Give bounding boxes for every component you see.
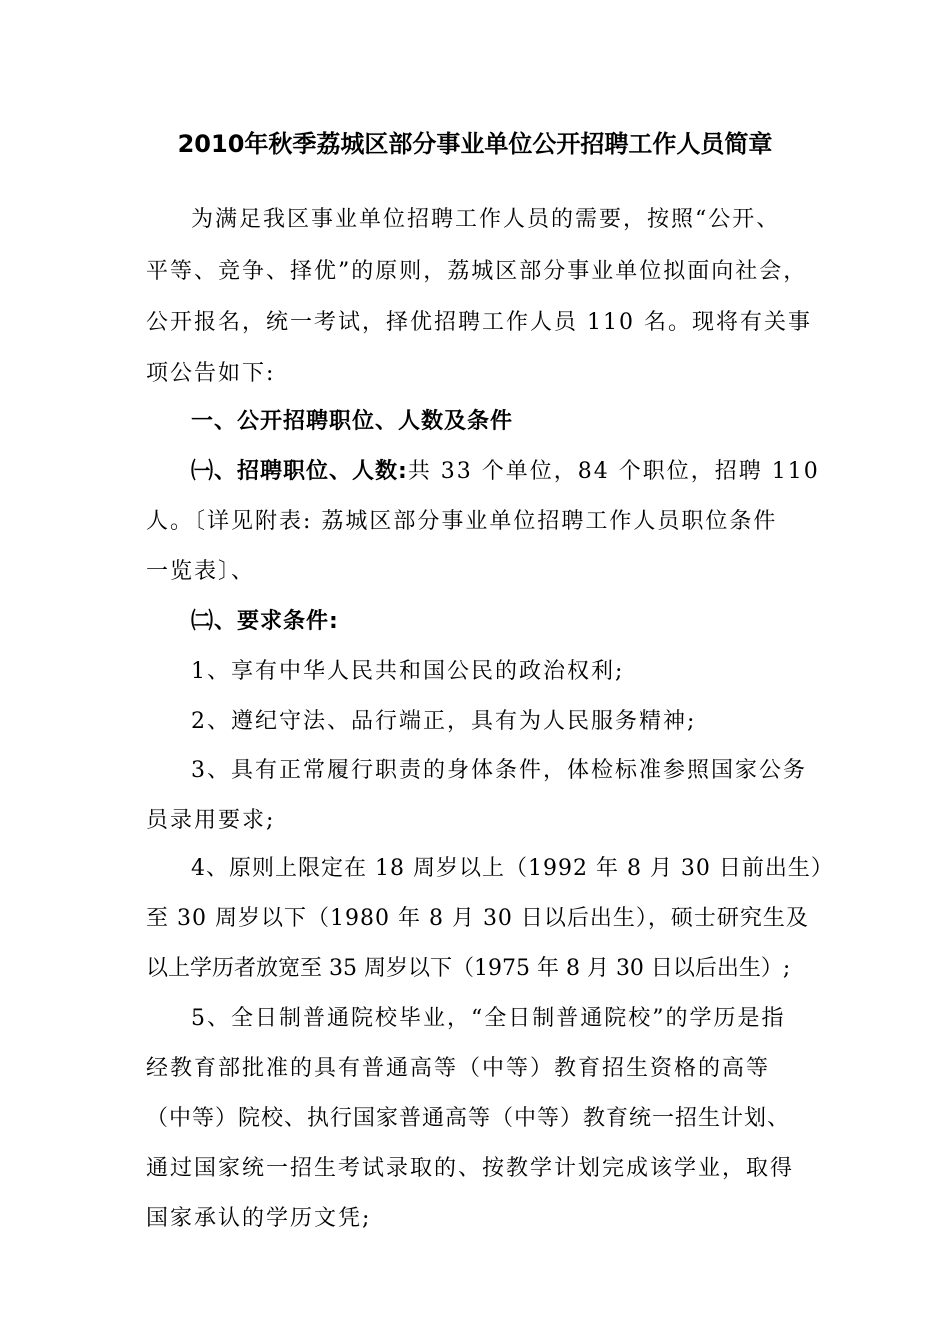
condition-2: 2、遵纪守法、品行端正，具有为人民服务精神; bbox=[191, 709, 697, 734]
condition-4-line-1: 4、原则上限定在 18 周岁以上（1992 年 8 月 30 日前出生） bbox=[191, 856, 834, 881]
item-2-heading: ㈡、要求条件: bbox=[191, 609, 339, 634]
condition-1: 1、享有中华人民共和国公民的政治权利; bbox=[191, 659, 625, 684]
item-1-line-1 bbox=[191, 456, 820, 488]
condition-5-line-5: 国家承认的学历文凭; bbox=[146, 1206, 372, 1231]
condition-5-line-3: （中等）院校、执行国家普通高等（中等）教育统一招生计划、 bbox=[146, 1106, 791, 1131]
item-1-line-3: 一览表〕、 bbox=[146, 559, 256, 584]
condition-4-line-2: 至 30 周岁以下（1980 年 8 月 30 日以后出生），硕士研究生及 bbox=[146, 906, 809, 931]
intro-line-1: 为满足我区事业单位招聘工作人员的需要，按照“公开、 bbox=[191, 207, 781, 232]
document-title: 2010年秋季荔城区部分事业单位公开招聘工作人员简章 bbox=[177, 130, 773, 158]
condition-5-line-2: 经教育部批准的具有普通高等（中等）教育招生资格的高等 bbox=[146, 1056, 771, 1081]
intro-line-2: 平等、竞争、择优”的原则，荔城区部分事业单位拟面向社会， bbox=[146, 259, 808, 284]
condition-5-line-4: 通过国家统一招生考试录取的、按教学计划完成该学业，取得 bbox=[146, 1156, 795, 1181]
item-1-text: 共 33 个单位，84 个职位，招聘 110 bbox=[407, 459, 820, 484]
condition-3-line-2: 员录用要求; bbox=[146, 808, 276, 833]
condition-5-line-1: 5、全日制普通院校毕业，“全日制普通院校”的学历是指 bbox=[191, 1006, 786, 1031]
item-1-line-2: 人。〔详见附表: 荔城区部分事业单位招聘工作人员职位条件 bbox=[146, 509, 778, 534]
intro-line-4: 项公告如下: bbox=[146, 361, 276, 386]
condition-3-line-1: 3、具有正常履行职责的身体条件，体检标准参照国家公务 bbox=[191, 758, 807, 783]
intro-line-3: 公开报名，统一考试，择优招聘工作人员 110 名。现将有关事 bbox=[146, 310, 812, 335]
item-1-label: ㈠、招聘职位、人数: bbox=[191, 459, 408, 484]
condition-4-line-3: 以上学历者放宽至 35 周岁以下（1975 年 8 月 30 日以后出生）; bbox=[146, 956, 791, 981]
section-1-heading: 一、公开招聘职位、人数及条件 bbox=[191, 409, 514, 434]
